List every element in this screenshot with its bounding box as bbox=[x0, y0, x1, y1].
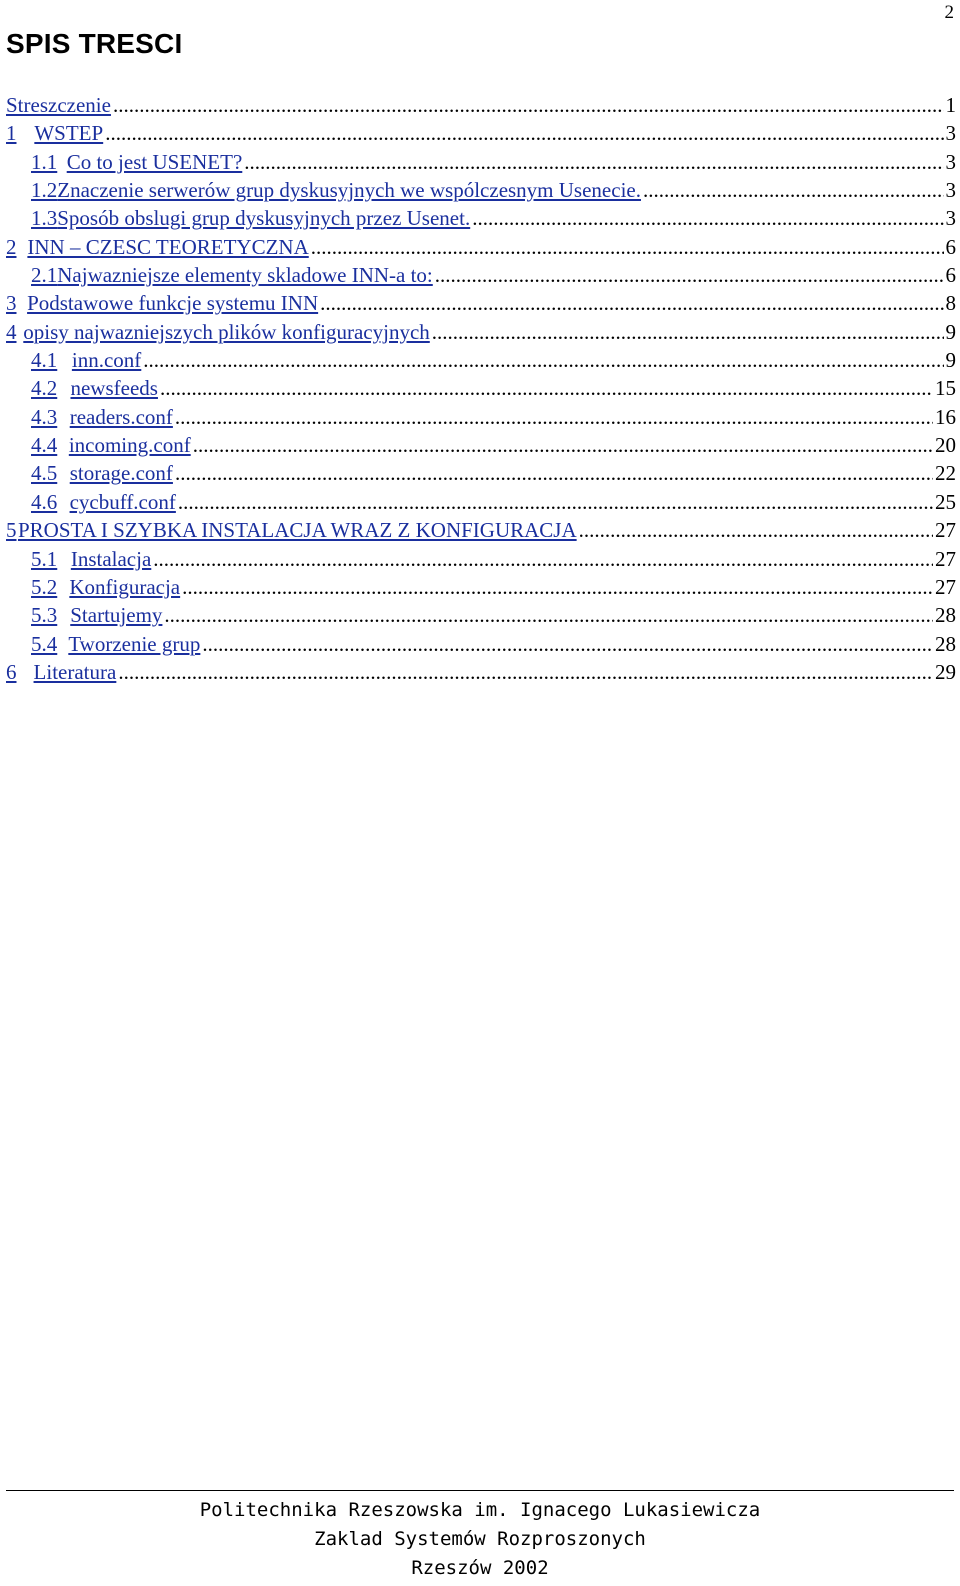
toc-entry[interactable] bbox=[6, 176, 956, 204]
toc-entry-page: 22 bbox=[935, 461, 956, 486]
toc-entry-number[interactable]: 4.1 bbox=[31, 348, 58, 373]
toc-entry-number[interactable]: 1.1 bbox=[31, 149, 58, 174]
toc-entry-number[interactable]: 5 bbox=[6, 518, 17, 543]
toc-entry-page: 25 bbox=[935, 489, 956, 514]
toc-entry-page: 20 bbox=[935, 433, 956, 458]
toc-entry-number[interactable]: 4.3 bbox=[31, 404, 58, 429]
footer-department: Zaklad Systemów Rozproszonych bbox=[314, 1528, 646, 1550]
dot-leader bbox=[182, 573, 933, 601]
page-number: 2 bbox=[944, 2, 954, 23]
toc-entry-number[interactable]: 4.2 bbox=[31, 376, 58, 401]
toc-entry-link[interactable]: cycbuff.conf bbox=[69, 489, 176, 514]
toc-entry-link[interactable]: inn.conf bbox=[71, 348, 142, 373]
dot-leader bbox=[164, 601, 933, 629]
toc-entry[interactable] bbox=[6, 630, 956, 658]
toc-entry-link[interactable]: Instalacja bbox=[70, 546, 152, 571]
toc-entry-number[interactable]: 2 bbox=[6, 234, 17, 259]
toc-entry-page: 3 bbox=[945, 121, 956, 146]
dot-leader bbox=[320, 289, 943, 317]
footer-divider bbox=[6, 1490, 954, 1491]
toc-entry-page: 9 bbox=[945, 319, 956, 344]
toc-entry-page: 28 bbox=[935, 631, 956, 656]
dot-leader bbox=[472, 204, 943, 232]
toc-entry[interactable] bbox=[6, 431, 956, 459]
toc-entry-page: 8 bbox=[945, 291, 956, 316]
dot-leader bbox=[105, 119, 943, 147]
toc-entry-link[interactable]: INN – CZESC TEORETYCZNA bbox=[27, 234, 309, 259]
dot-leader bbox=[175, 459, 933, 487]
toc-entry-number[interactable]: 1 bbox=[6, 121, 17, 146]
footer-institution: Politechnika Rzeszowska im. Ignacego Lukasiewicza bbox=[199, 1499, 761, 1521]
toc-entry[interactable] bbox=[6, 573, 956, 601]
dot-leader bbox=[432, 318, 944, 346]
toc-entry-link[interactable]: Streszczenie bbox=[6, 93, 111, 117]
table-of-contents bbox=[6, 91, 956, 686]
toc-entry[interactable] bbox=[6, 459, 956, 487]
toc-entry-link[interactable]: Sposób obslugi grup dyskusyjnych przez Usenet. bbox=[57, 206, 471, 231]
toc-entry[interactable] bbox=[6, 658, 956, 686]
toc-entry-number[interactable]: 4.4 bbox=[31, 433, 58, 458]
toc-entry-link[interactable]: storage.conf bbox=[69, 461, 173, 486]
dot-leader bbox=[118, 658, 933, 686]
toc-entry-link[interactable]: Co to jest USENET? bbox=[66, 149, 243, 174]
toc-entry[interactable] bbox=[6, 374, 956, 402]
dot-leader bbox=[143, 346, 943, 374]
dot-leader bbox=[113, 91, 944, 119]
toc-entry-number[interactable]: 4.5 bbox=[31, 461, 58, 486]
toc-entry-link[interactable]: Znaczenie serwerów grup dyskusyjnych we wspólczesnym Usenecie. bbox=[57, 178, 641, 203]
toc-entry-link[interactable]: WSTEP bbox=[34, 121, 104, 146]
toc-entry-number[interactable]: 5.4 bbox=[31, 631, 58, 656]
toc-entry-page: 1 bbox=[945, 93, 956, 117]
dot-leader bbox=[160, 374, 933, 402]
toc-entry-page: 3 bbox=[945, 149, 956, 174]
toc-entry-page: 15 bbox=[935, 376, 956, 401]
toc-entry[interactable] bbox=[6, 233, 956, 261]
toc-entry[interactable] bbox=[6, 545, 956, 573]
toc-entry-number[interactable]: 3 bbox=[6, 291, 17, 316]
dot-leader bbox=[153, 545, 933, 573]
toc-entry-number[interactable]: 4 bbox=[6, 319, 17, 344]
toc-entry[interactable] bbox=[6, 516, 956, 544]
toc-entry-number[interactable]: 1.2 bbox=[31, 178, 58, 203]
toc-entry-number[interactable]: 5.2 bbox=[31, 574, 58, 599]
toc-entry-page: 27 bbox=[935, 518, 956, 543]
dot-leader bbox=[175, 403, 933, 431]
toc-entry[interactable] bbox=[6, 403, 956, 431]
toc-entry-number[interactable]: 1.3 bbox=[31, 206, 58, 231]
toc-entry[interactable] bbox=[6, 601, 956, 629]
toc-entry[interactable] bbox=[6, 318, 956, 346]
page-title: SPIS TRESCI bbox=[6, 28, 183, 59]
toc-entry-page: 27 bbox=[935, 546, 956, 571]
toc-entry-link[interactable]: readers.conf bbox=[69, 404, 173, 429]
dot-leader bbox=[193, 431, 933, 459]
dot-leader bbox=[643, 176, 944, 204]
toc-entry-number[interactable]: 5.1 bbox=[31, 546, 58, 571]
toc-entry-number[interactable]: 5.3 bbox=[31, 603, 58, 628]
toc-entry-page: 29 bbox=[935, 659, 956, 684]
toc-entry-page: 3 bbox=[945, 206, 956, 231]
toc-entry-page: 9 bbox=[945, 348, 956, 373]
toc-entry-link[interactable]: Podstawowe funkcje systemu INN bbox=[27, 291, 319, 316]
toc-entry-number[interactable]: 4.6 bbox=[31, 489, 58, 514]
dot-leader bbox=[435, 261, 944, 289]
toc-entry[interactable] bbox=[6, 346, 956, 374]
toc-entry-link[interactable]: Tworzenie grup bbox=[68, 631, 201, 656]
toc-entry[interactable] bbox=[6, 91, 956, 119]
toc-entry[interactable] bbox=[6, 148, 956, 176]
toc-entry-link[interactable]: Startujemy bbox=[70, 603, 163, 628]
toc-entry[interactable] bbox=[6, 488, 956, 516]
toc-entry-page: 6 bbox=[945, 263, 956, 288]
dot-leader bbox=[244, 148, 943, 176]
toc-entry[interactable] bbox=[6, 119, 956, 147]
toc-entry-number[interactable]: 2.1 bbox=[31, 263, 58, 288]
toc-entry-page: 16 bbox=[935, 404, 956, 429]
toc-entry-number[interactable]: 6 bbox=[6, 659, 17, 684]
toc-entry-link[interactable]: PROSTA I SZYBKA INSTALACJA WRAZ Z KONFIGURACJA bbox=[17, 518, 577, 543]
toc-entry-link[interactable]: Literatura bbox=[33, 659, 117, 684]
toc-entry-link[interactable]: newsfeeds bbox=[70, 376, 158, 401]
toc-entry-page: 3 bbox=[945, 178, 956, 203]
toc-entry-link[interactable]: Konfiguracja bbox=[69, 574, 181, 599]
toc-entry-link[interactable]: opisy najwazniejszych plików konfiguracyjnych bbox=[23, 319, 430, 344]
toc-entry-page: 6 bbox=[945, 234, 956, 259]
dot-leader bbox=[202, 630, 933, 658]
toc-entry-page: 28 bbox=[935, 603, 956, 628]
toc-entry[interactable] bbox=[6, 289, 956, 317]
footer-place-year: Rzeszów 2002 bbox=[411, 1557, 549, 1579]
toc-entry[interactable] bbox=[6, 261, 956, 289]
toc-entry-link[interactable]: Najwazniejsze elementy skladowe INN-a to: bbox=[57, 263, 433, 288]
toc-entry-page: 27 bbox=[935, 574, 956, 599]
dot-leader bbox=[311, 233, 944, 261]
footer bbox=[0, 1496, 960, 1583]
dot-leader bbox=[579, 516, 933, 544]
toc-entry[interactable] bbox=[6, 204, 956, 232]
toc-entry-link[interactable]: incoming.conf bbox=[68, 433, 191, 458]
dot-leader bbox=[178, 488, 933, 516]
